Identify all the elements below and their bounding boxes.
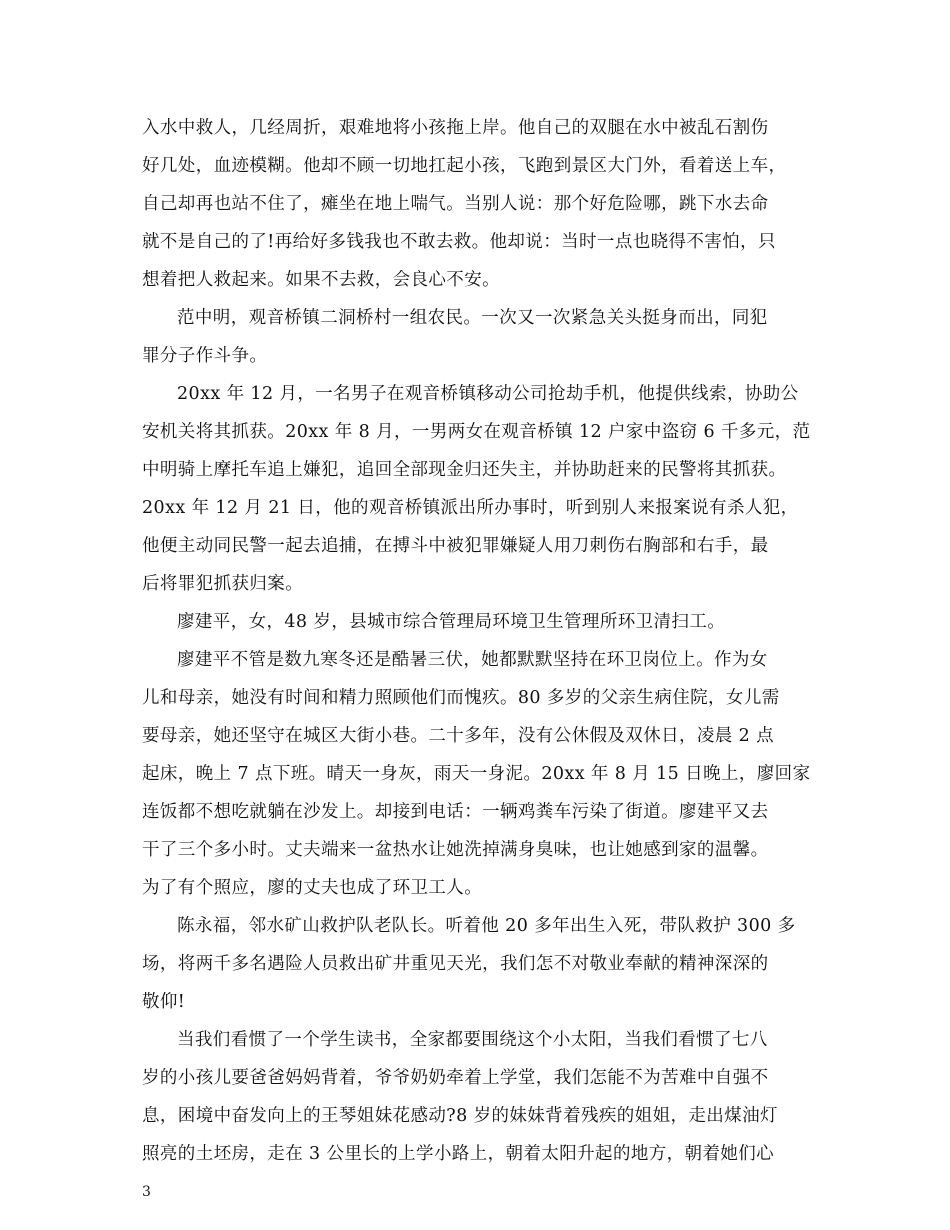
text-line: 岁的小孩儿要爸爸妈妈背着，爷爷奶奶牵着上学堂，我们怎能不为苦难中自强不	[142, 1068, 769, 1088]
text-line: 息，困境中奋发向上的王琴姐妹花感动?8 岁的妹妹背着残疾的姐姐，走出煤油灯	[142, 1106, 778, 1126]
text-line: 安机关将其抓获。20xx 年 8 月，一男两女在观音桥镇 12 户家中盗窃 6 千多元，范	[142, 422, 811, 442]
paragraph-start-line: 范中明，观音桥镇二洞桥村一组农民。一次又一次紧急关头挺身而出，同犯	[177, 308, 768, 328]
text-line: 要母亲，她还坚守在城区大街小巷。二十多年，没有公休假及双休日，凌晨 2 点	[142, 726, 775, 746]
text-line: 20xx 年 12 月 21 日，他的观音桥镇派出所办事时，听到别人来报案说有杀人犯，	[142, 498, 799, 518]
text-line: 连饭都不想吃就躺在沙发上。却接到电话：一辆鸡粪车污染了街道。廖建平又去	[142, 802, 769, 822]
page-number: 3	[142, 1184, 151, 1200]
text-line: 后将罪犯抓获归案。	[142, 574, 304, 594]
text-line: 好几处，血迹模糊。他却不顾一切地扛起小孩，飞跑到景区大门外，看着送上车，	[142, 156, 787, 176]
text-line: 干了三个多小时。丈夫端来一盆热水让她洗掉满身臭味，也让她感到家的温馨。	[142, 840, 769, 860]
text-line: 起床，晚上 7 点下班。晴天一身灰，雨天一身泥。20xx 年 8 月 15 日晚上，廖回家	[142, 764, 811, 784]
paragraph-start-line: 陈永福，邻水矿山救护队老队长。听着他 20 多年出生入死，带队救护 300 多	[177, 916, 796, 936]
text-line: 想着把人救起来。如果不去救，会良心不安。	[142, 270, 500, 290]
paragraph-start-line: 20xx 年 12 月，一名男子在观音桥镇移动公司抢劫手机，他提供线索，协助公	[177, 384, 799, 404]
text-line: 入水中救人，几经周折，艰难地将小孩拖上岸。他自己的双腿在水中被乱石割伤	[142, 118, 769, 138]
text-line: 就不是自己的了!再给好多钱我也不敢去救。他却说：当时一点也晓得不害怕，只	[142, 232, 776, 252]
text-line: 敬仰!	[142, 992, 186, 1012]
paragraph-start-line: 当我们看惯了一个学生读书，全家都要围绕这个小太阳，当我们看惯了七八	[177, 1030, 768, 1050]
paragraph-start-line: 廖建平不管是数九寒冬还是酷暑三伏，她都默默坚持在环卫岗位上。作为女	[177, 650, 768, 670]
text-line: 照亮的土坯房，走在 3 公里长的上学小路上，朝着太阳升起的地方，朝着她们心	[142, 1144, 775, 1164]
paragraph-start-line: 廖建平，女，48 岁，县城市综合管理局环境卫生管理所环卫清扫工。	[177, 612, 726, 632]
text-line: 中明骑上摩托车追上嫌犯，追回全部现金归还失主，并协助赶来的民警将其抓获。	[142, 460, 787, 480]
text-line: 罪分子作斗争。	[142, 346, 268, 366]
text-line: 儿和母亲，她没有时间和精力照顾他们而愧疚。80 多岁的父亲生病住院，女儿需	[142, 688, 780, 708]
text-line: 为了有个照应，廖的丈夫也成了环卫工人。	[142, 878, 483, 898]
text-line: 场，将两千多名遇险人员救出矿井重见天光，我们怎不对敬业奉献的精神深深的	[142, 954, 769, 974]
text-line: 他便主动同民警一起去追捕，在搏斗中被犯罪嫌疑人用刀刺伤右胸部和右手，最	[142, 536, 769, 556]
text-line: 自己却再也站不住了，瘫坐在地上喘气。当别人说：那个好危险哪，跳下水去命	[142, 194, 769, 214]
